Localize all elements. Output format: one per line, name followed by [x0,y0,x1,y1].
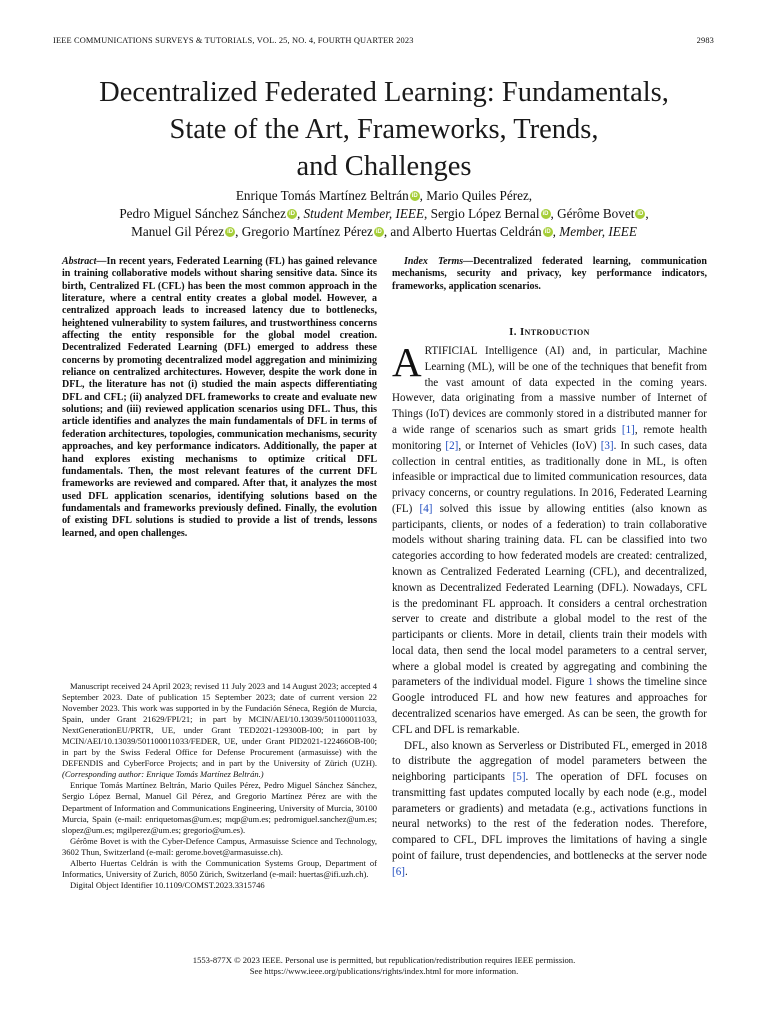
right-column [392,256,707,881]
affiliation-armasuisse: Gérôme Bovet is with the Cyber-Defence Campus, Armasuisse Science and Technology, 3602 Thun, Switzerland (e-mail: gerome.bovet@armasuisse.ch). [62,835,377,857]
intro-paragraph-2 [392,739,707,881]
running-header [53,36,714,48]
citation-link[interactable]: [2] [445,439,459,452]
title-line-2: State of the Art, Frameworks, Trends, [169,114,599,145]
author-name: Manuel Gil Pérez [131,224,225,239]
author-name: , Mario Quiles Pérez, [419,188,533,203]
affiliation-zurich: Alberto Huertas Celdrán is with the Communication Systems Group, Department of Informatics, University of Zurich, 8050 Zürich, Switzerland (e-mail: huertas@ifi.uzh.ch). [62,857,377,879]
intro-paragraph-1 [392,339,708,739]
index-terms [392,256,707,293]
author-name: , Gérôme Bovet [550,206,635,221]
orcid-icon[interactable]: iD [375,229,382,235]
citation-link[interactable]: [6] [392,865,405,878]
orcid-icon[interactable]: iD [542,211,549,217]
index-terms-label: Index Terms— [404,256,474,267]
section-title: Introduction [519,326,590,339]
section-number: I. [509,326,520,339]
citation-link[interactable]: [1] [621,423,635,436]
abstract [62,256,377,540]
author-line-3 [40,223,728,241]
left-column [62,256,377,540]
citation-link[interactable]: [5] [512,771,526,784]
abstract-text: In recent years, Federated Learning (FL) has gained relevance in training collaborative models without sharing sensitive data. Since its birth, Centralized FL (CFL) has been the most common approach in the literature, where a central entity creates a global model. However, a centralized approach leads to increased latency due to bottlenecks, heightened vulnerability to system failures, and trustworthiness concerns affecting the entity responsible for the global model creation. Decentralized Federated Learning (DFL) emerged to address these concerns by promoting decentralized model aggregation and minimizing reliance on centralized architectures. However, despite the work done in DFL, the literature has not (i) studied the main aspects differentiating DFL and CFL; (ii) analyzed DFL frameworks to create and evaluate new solutions; and (iii) reviewed application scenarios using DFL. Thus, this article identifies and analyzes the main fundamentals of DFL in terms of federation architectures, topologies, communication mechanisms, security approaches, and key performance indicators. Additionally, the paper at hand explores existing mechanisms to optimize critical DFL fundamentals. Then, the most relevant features of the current DFL frameworks are reviewed and compared. After that, it analyzes the most used DFL application scenarios, identifying solutions based on the fundamentals and frameworks previously defined. Finally, the evolution of existing DFL solutions is studied to provide a list of trends, lessons learned, and open challenges. [62,256,377,539]
page-number: 2983 [696,36,714,45]
paragraph-text: . In such cases, data collection in central entities, as traditionally done in ML, is often infeasible or impractical due to limited communication resources, data privacy concerns, or country regulations. In 2016, Federated Learning (FL) [392,439,708,515]
doi: Digital Object Identifier 10.1109/COMST.2023.3315746 [70,879,265,890]
author-membership: , Member, IEEE [552,224,637,239]
funding-text: Manuscript received 24 April 2023; revised 11 July 2023 and 14 August 2023; accepted 4 September 2023. Date of publication 15 September 2023; date of current version 22 November 2023. This work was supported in by the Fundación Séneca, Región de Murcia, Spain, under Grant 21629/FPI/21; in part by MCIN/AEI/10.13039/501100011033, NextGenerationEU/PRTR, UE, under Grant TED2021-129300B-I00; in part by MCIN/AEI/10.13039/501100011033/FEDER, UE, under Grant PID2021-122466OB-I00; in part by the Swiss Federal Office for Defense Procurement (armasuisse) with the DEFENDIS and CyberForce Projects; and in part by the University of Zürich (UZH). [62,681,377,769]
paper-title [40,74,728,185]
orcid-icon[interactable]: iD [411,193,418,199]
paragraph-text: solved this issue by allowing entities (also known as participants, clients, or nodes of a federation) to train collaborative models without sharing training data. FL can be classified into two categories according to how federated models are created: centralized, known as Centralized Federated Learning (CFL), and decentralized, known as Decentralized Federated Learning (DFL). Nowadays, CFL is the predominant FL approach. It considers a central orchestration server to create and distribute a global model to the rest of the participants or clients. More in detail, clients train their models with local data, then send the local model parameters to a central server, where a global model is created by aggregating and combining the parameters of the individual model. Figure [392,502,707,689]
rights-link-line: See https://www.ieee.org/publications/rights/index.html for more information. [249,966,519,976]
index-terms-text: Decentralized federated learning, communication mechanisms, security and privacy, key performance indicators, frameworks, application scenarios. [392,256,707,292]
author-name: , Gregorio Martínez Pérez [235,224,373,239]
abstract-label: Abstract— [62,256,107,267]
paragraph-text: . [404,865,408,878]
paragraph-text: shows the timeline since Google introduced FL and how new features and approaches for decentralized scenarios have emerged. As can be seen, the growth for CFL and DFL is remarkable. [392,676,707,736]
paragraph-text: . The operation of DFL focuses on transmitting fast updates computed locally by each node (e.g., model parameters or gradients) and metadata (e.g., activations functions in neural networks) to the rest of the federation nodes. Therefore, compared to CFL, DFL improves the limitations of having a single point of failure, trust dependencies, and bottlenecks at the server node [392,771,707,863]
orcid-icon[interactable]: iD [544,229,551,235]
section-heading [392,326,707,338]
copyright-footer [0,955,768,977]
orcid-icon[interactable]: iD [637,211,644,217]
author-name: Pedro Miguel Sánchez Sánchez [119,206,286,221]
copyright-line: 1553-877X © 2023 IEEE. Personal use is permitted, but republication/redistribution requires IEEE permission. [192,955,576,965]
introduction-body [392,339,708,881]
citation-link[interactable]: [3] [600,439,614,452]
title-line-3: and Challenges [296,151,472,182]
author-separator: , [645,206,649,221]
author-line-2 [40,205,728,223]
citation-link[interactable]: [4] [419,502,433,515]
corresponding-author: (Corresponding author: Enrique Tomás Martínez Beltrán.) [62,769,264,780]
paragraph-text: DFL, also known as Serverless or Distributed FL, emerged in 2018 to distribute the aggregation of model parameters between the neighboring participants [392,739,707,784]
orcid-icon[interactable]: iD [288,211,295,217]
author-name: Enrique Tomás Martínez Beltrán [235,188,409,203]
paragraph-text: , or Internet of Vehicles (IoV) [458,439,601,452]
paragraph-text: , remote health monitoring [392,423,708,452]
manuscript-note [62,681,377,780]
affiliation-murcia: Enrique Tomás Martínez Beltrán, Mario Quiles Pérez, Pedro Miguel Sánchez Sánchez, Sergio López Bernal, Manuel Gil Pérez, and Gregorio Martínez Pérez are with the Department of Information and Communications Engineering, University of Murcia, 30100 Murcia, Spain (e-mail: enriquetomas@um.es; mqp@um.es; pedromiguel.sanchez@um.es; slopez@um.es; mgilperez@um.es; gregorio@um.es). [62,780,377,835]
first-page-footnote [62,681,377,891]
drop-cap: A [392,339,422,386]
journal-name: IEEE COMMUNICATIONS SURVEYS & TUTORIALS, VOL. 25, NO. 4, FOURTH QUARTER 2023 [53,36,414,45]
author-name: , Sergio López Bernal [424,206,540,221]
author-membership: , Student Member, IEEE [296,206,425,221]
title-line-1: Decentralized Federated Learning: Fundamentals, [99,77,669,108]
author-name: , and Alberto Huertas Celdrán [383,224,542,239]
author-list [40,187,728,241]
figure-link[interactable]: 1 [587,676,594,689]
author-line-1 [40,187,728,205]
orcid-icon[interactable]: iD [227,229,234,235]
paragraph-text: RTIFICIAL Intelligence (AI) and, in particular, Machine Learning (ML), will be one of the techniques that benefit from the vast amount of data expected in the coming years. However, data originating from a massive number of Internet of Things (IoT) devices are commonly stored in a distributed manner for a wide range of scenarios such as smart grids [392,345,707,436]
